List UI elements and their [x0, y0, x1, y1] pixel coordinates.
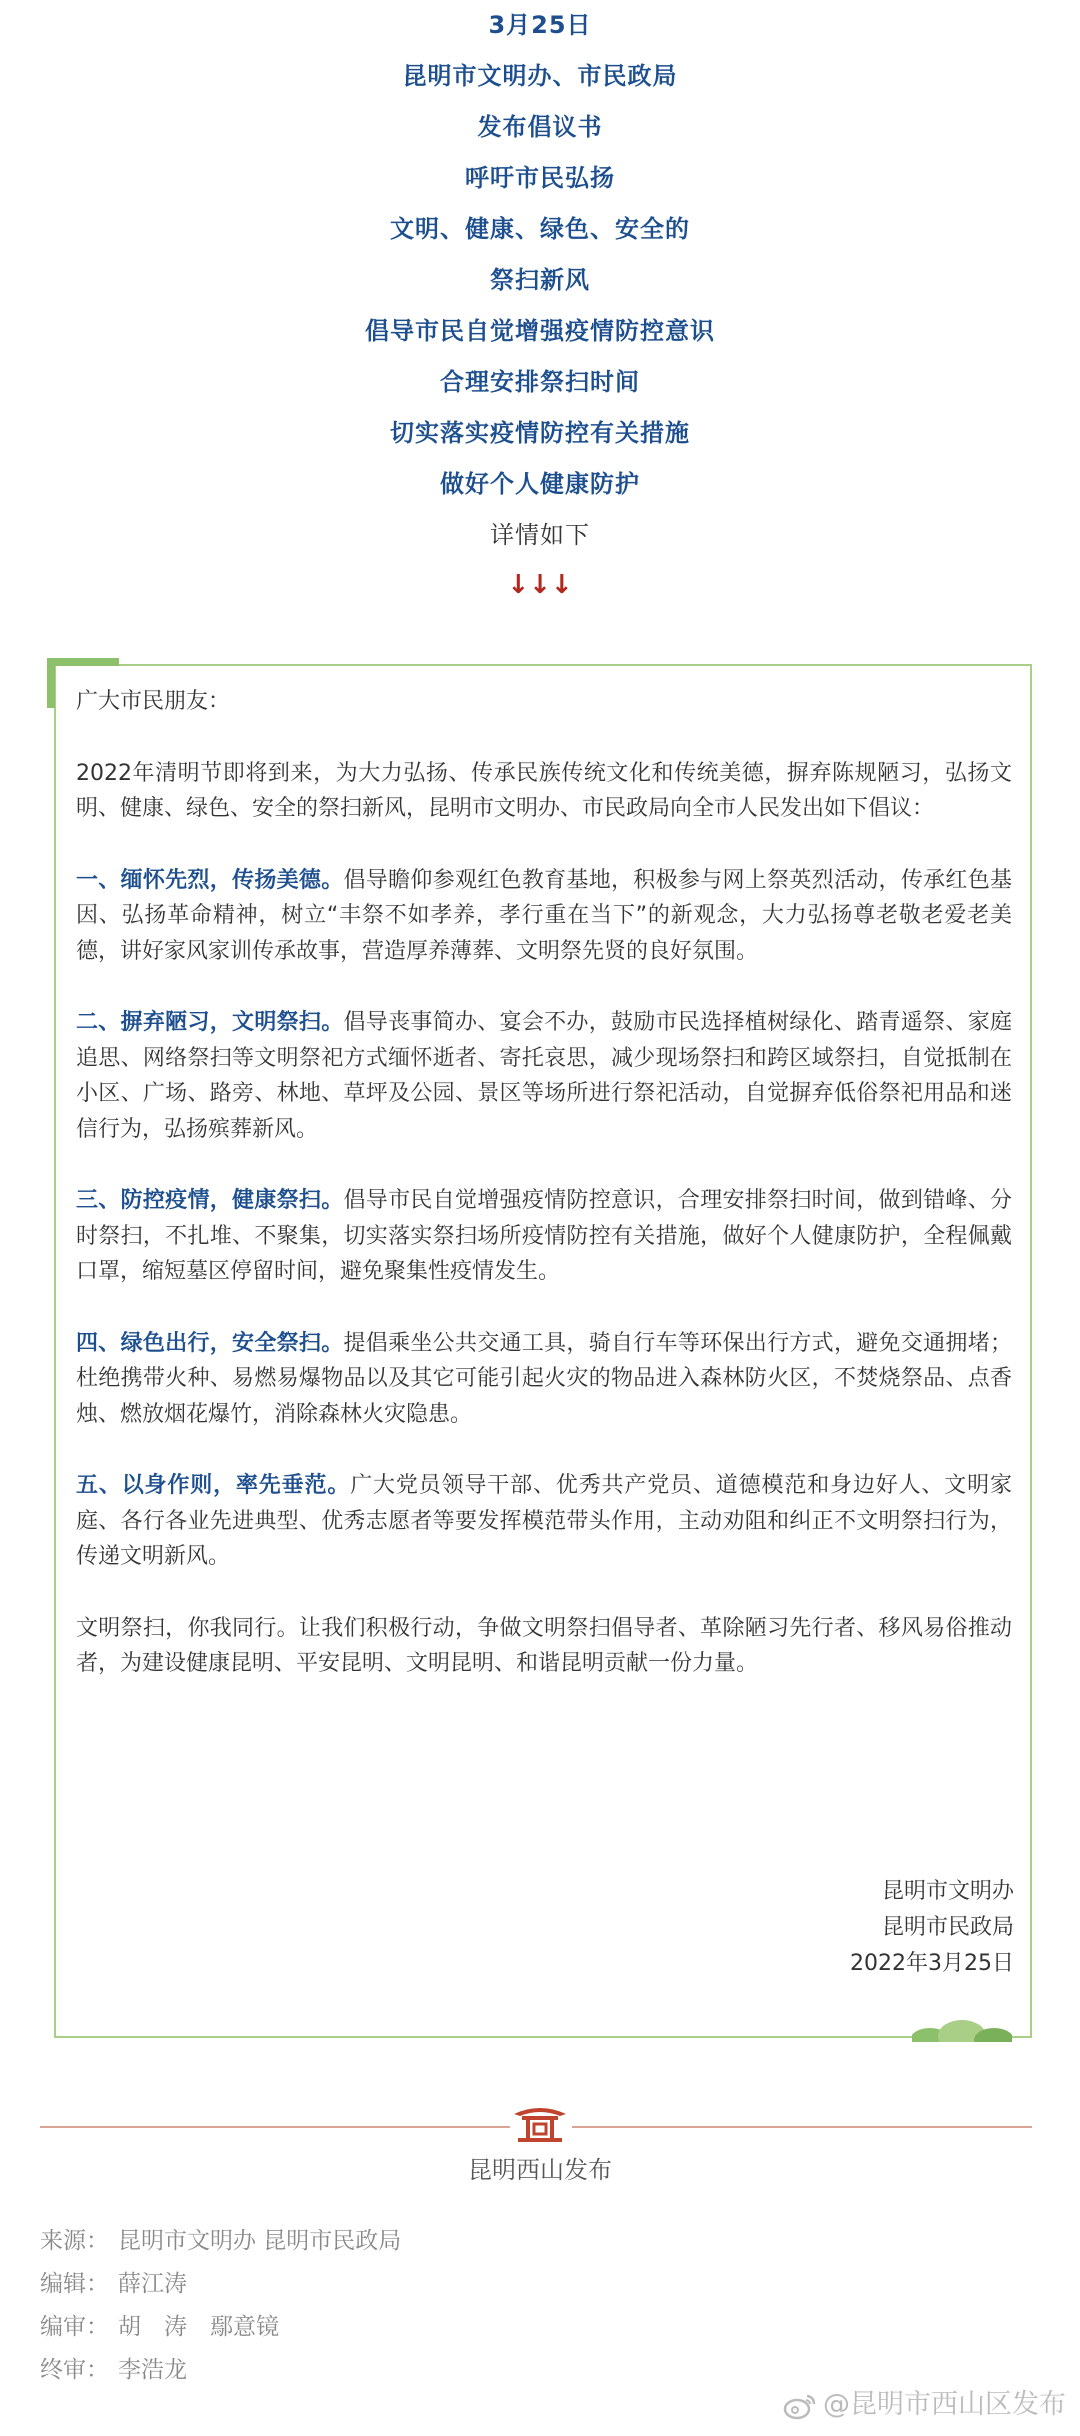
credit-value: 胡 涛 鄢意镜 [118, 2314, 279, 2340]
down-arrows: ↓↓↓ [507, 570, 573, 600]
credit-row [40, 2220, 401, 2263]
item-heading: 三、防控疫情，健康祭扫。 [76, 1188, 344, 1213]
headline-date: 3月25日 [488, 11, 592, 39]
account-name: 昆明西山发布 [468, 2156, 612, 2184]
headline-publishers: 昆明市文明办、市民政局 [402, 62, 678, 90]
item-heading: 五、以身作则，率先垂范。 [76, 1473, 351, 1498]
signature-org-2: 昆明市民政局 [881, 1915, 1014, 1940]
item-text: 倡导瞻仰参观红色教育基地，积极参与网上祭英烈活动，传承红色基因、弘扬革命精神，树立“丰祭不如孝养，孝行重在当下”的新观念，大力弘扬尊老敬老爱老美德，讲好家风家训传承故事，营造厚养薄葬、文明祭先贤的良好氛围。 [76, 867, 1012, 964]
headline-line: 文明、健康、绿色、安全的 [390, 215, 690, 243]
proposal-item-4 [76, 1326, 1012, 1433]
item-heading: 四、绿色出行，安全祭扫。 [76, 1330, 344, 1356]
proposal-item-1 [76, 863, 1012, 970]
item-text: 广大党员领导干部、优秀共产党员、道德模范和身边好人、文明家庭、各行各业先进典型、优秀志愿者等要发挥模范带头作用，主动劝阻和纠正不文明祭扫行为，传递文明新风。 [76, 1473, 1012, 1569]
proposal-item-2 [76, 1005, 1012, 1147]
proposal-card [54, 664, 1032, 2038]
signature-date: 2022年3月25日 [850, 1951, 1014, 1976]
credits-list [40, 2220, 401, 2392]
headline-block [0, 0, 1080, 609]
credit-row [40, 2306, 401, 2349]
item-text: 提倡乘坐公共交通工具，骑自行车等环保出行方式，避免交通拥堵；杜绝携带火种、易燃易爆物品以及其它可能引起火灾的物品进入森林防火区，不焚烧祭品、点香烛、燃放烟花爆竹，消除森林火灾隐患。 [76, 1330, 1012, 1427]
signature-org-1: 昆明市文明办 [881, 1879, 1014, 1904]
credit-row [40, 2349, 401, 2392]
footer-divider [572, 2126, 1032, 2128]
item-heading: 二、摒弃陋习，文明祭扫。 [76, 1010, 344, 1035]
proposal-item-5 [76, 1468, 1012, 1575]
credit-value: 昆明市文明办 昆明市民政局 [118, 2228, 402, 2254]
credit-value: 李浩龙 [118, 2357, 187, 2383]
card-corner-accent [47, 658, 119, 666]
proposal-text [76, 684, 1012, 1718]
credit-key: 来源： [40, 2228, 109, 2254]
greeting: 广大市民朋友： [76, 689, 231, 714]
hills-icon [912, 2006, 1012, 2046]
item-heading: 一、缅怀先烈，传扬美德。 [76, 867, 344, 893]
credit-key: 终审： [40, 2357, 109, 2383]
item-text: 倡导丧事简办、宴会不办，鼓励市民选择植树绿化、踏青遥祭、家庭追思、网络祭扫等文明祭祀方式缅怀逝者、寄托哀思，减少现场祭扫和跨区域祭扫，自觉抵制在小区、广场、路旁、林地、草坪及公园、景区等场所进行祭祀活动，自觉摒弃低俗祭祀用品和迷信行为，弘扬殡葬新风。 [76, 1010, 1012, 1142]
closing-paragraph: 文明祭扫，你我同行。让我们积极行动，争做文明祭扫倡导者、革除陋习先行者、移风易俗推动者，为建设健康昆明、平安昆明、文明昆明、和谐昆明贡献一份力量。 [76, 1615, 1012, 1676]
headline-line: 祭扫新风 [490, 266, 590, 294]
credit-value: 薛江涛 [118, 2271, 187, 2297]
headline-line: 做好个人健康防护 [440, 470, 640, 498]
credit-row [40, 2263, 401, 2306]
headline-line: 切实落实疫情防控有关措施 [390, 419, 690, 447]
weibo-watermark [783, 2385, 1066, 2425]
intro-paragraph: 2022年清明节即将到来，为大力弘扬、传承民族传统文化和传统美德，摒弃陈规陋习，弘扬文明、健康、绿色、安全的祭扫新风，昆明市文明办、市民政局向全市人民发出如下倡议： [76, 760, 1012, 821]
card-corner-accent [47, 658, 55, 708]
credit-key: 编审： [40, 2314, 109, 2340]
details-label: 详情如下 [490, 521, 590, 549]
weibo-icon [783, 2392, 817, 2420]
footer-divider [40, 2126, 510, 2128]
proposal-item-3 [76, 1183, 1012, 1290]
credit-key: 编辑： [40, 2271, 109, 2297]
headline-line: 发布倡议书 [477, 113, 603, 141]
headline-line: 倡导市民自觉增强疫情防控意识 [365, 317, 715, 345]
pavilion-logo-icon [508, 2100, 572, 2146]
item-text: 倡导市民自觉增强疫情防控意识，合理安排祭扫时间，做到错峰、分时祭扫，不扎堆、不聚集，切实落实祭扫场所疫情防控有关措施，做好个人健康防护，全程佩戴口罩，缩短墓区停留时间，避免聚集性疫情发生。 [76, 1188, 1012, 1284]
headline-line: 合理安排祭扫时间 [440, 368, 640, 396]
headline-line: 呼吁市民弘扬 [465, 164, 615, 192]
watermark-text: @昆明市西山区发布 [823, 2389, 1066, 2420]
